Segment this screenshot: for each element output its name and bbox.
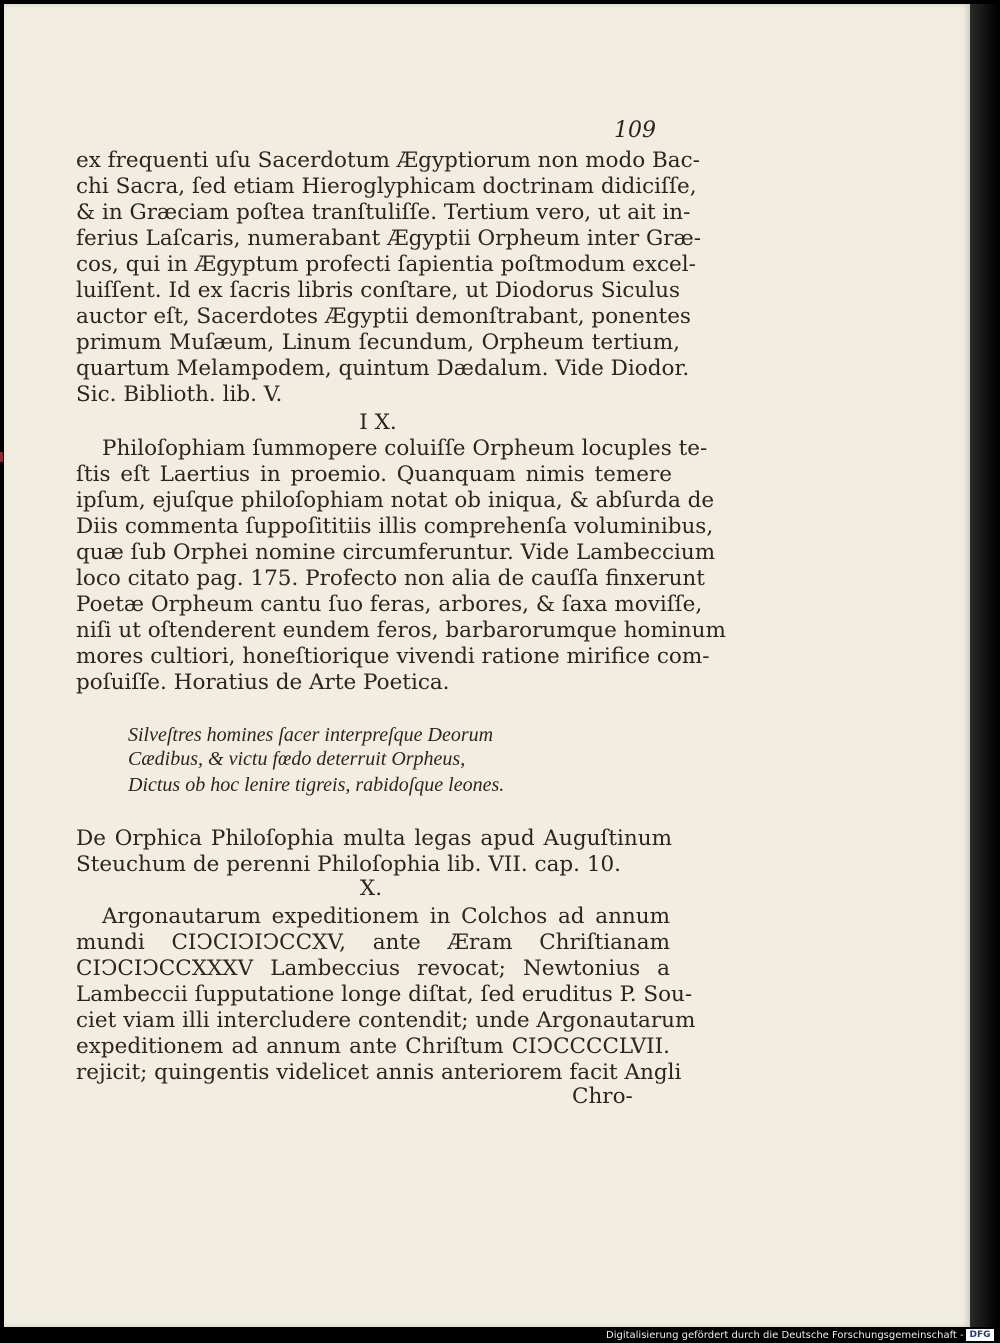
text-line: & in Græciam poſtea tranſtuliſſe. Tertium vero, ut ait in-	[76, 200, 691, 225]
text-line-last: Steuchum de perenni Philoſophia lib. VII. cap. 10.	[76, 852, 622, 877]
text-line: auctor eſt, Sacerdotes Ægyptii demonſtrabant, ponentes	[76, 304, 691, 329]
digitization-credit: Digitalisierung gefördert durch die Deutsche Forschungsgemeinschaft -	[606, 1330, 964, 1341]
catchword: Chro-	[572, 1084, 633, 1109]
paper-edge-shadow	[970, 4, 998, 1327]
dfg-logo: DFG	[966, 1329, 994, 1341]
text-line: Argonautarum expeditionem in Colchos ad annum	[102, 904, 670, 929]
poem-line: Cædibus, & victu fœdo deterruit Orpheus,	[128, 748, 466, 770]
text-line: luiſſent. Id ex ſacris libris conſtare, ut Diodorus Siculus	[76, 278, 680, 303]
text-line: quæ ſub Orphei nomine circumferuntur. Vide Lambeccium	[76, 540, 716, 565]
text-line: quartum Melampodem, quintum Dædalum. Vide Diodor.	[76, 356, 690, 381]
poem-line: Silveſtres homines ſacer interpreſque Deorum	[128, 724, 494, 746]
poem-line: Dictus ob hoc lenire tigreis, rabidoſque leones.	[128, 774, 505, 796]
text-line: expeditionem ad annum ante Chriſtum CIↃCCCCLVII.	[76, 1034, 670, 1059]
section-heading-x: X.	[359, 876, 383, 901]
margin-mark	[0, 452, 3, 462]
section-heading-ix: I X.	[359, 410, 397, 435]
text-line: Lambeccii ſupputatione longe diſtat, ſed eruditus P. Sou-	[76, 982, 693, 1007]
text-line: niſi ut oſtenderent eundem feros, barbarorumque hominum	[76, 618, 726, 643]
text-line: ciet viam illi intercludere contendit; unde Argonautarum	[76, 1008, 696, 1033]
text-line: primum Muſæum, Linum ſecundum, Orpheum tertium,	[76, 330, 680, 355]
text-line: Diis commenta ſuppoſititiis illis comprehenſa voluminibus,	[76, 514, 714, 539]
text-line: ex frequenti uſu Sacerdotum Ægyptiorum non modo Bac-	[76, 148, 700, 173]
text-line: mores cultiori, honeſtiorique vivendi ratione mirifice com-	[76, 644, 710, 669]
text-line: rejicit; quingentis videlicet annis anteriorem facit Angli	[76, 1060, 682, 1085]
text-line: loco citato pag. 175. Profecto non alia de cauſſa finxerunt	[76, 566, 705, 591]
text-line: CIↃCIↃCCXXXV Lambeccius revocat; Newtonius a	[76, 956, 670, 981]
page-number: 109	[614, 118, 656, 143]
text-line: ſtis eſt Laertius in proemio. Quanquam nimis temere	[76, 462, 672, 487]
text-line: ipſum, ejuſque philoſophiam notat ob iniqua, & abſurda de	[76, 488, 715, 513]
text-line: Philoſophiam ſummopere coluiſſe Orpheum locuples te-	[102, 436, 708, 461]
text-line-last: Sic. Biblioth. lib. V.	[76, 382, 283, 407]
text-line: ferius Laſcaris, numerabant Ægyptii Orpheum inter Græ-	[76, 226, 701, 251]
text-line-last: poſuiſſe. Horatius de Arte Poetica.	[76, 670, 450, 695]
text-line: De Orphica Philoſophia multa legas apud Auguſtinum	[76, 826, 672, 851]
text-line: Poetæ Orpheum cantu ſuo feras, arbores, & ſaxa moviſſe,	[76, 592, 703, 617]
text-line: chi Sacra, ſed etiam Hieroglyphicam doctrinam didiciſſe,	[76, 174, 697, 199]
text-line: mundi CIↃCIↃIↃCCXV, ante Æram Chriſtianam	[76, 930, 670, 955]
text-line: cos, qui in Ægyptum profecti ſapientia poſtmodum excel-	[76, 252, 696, 277]
